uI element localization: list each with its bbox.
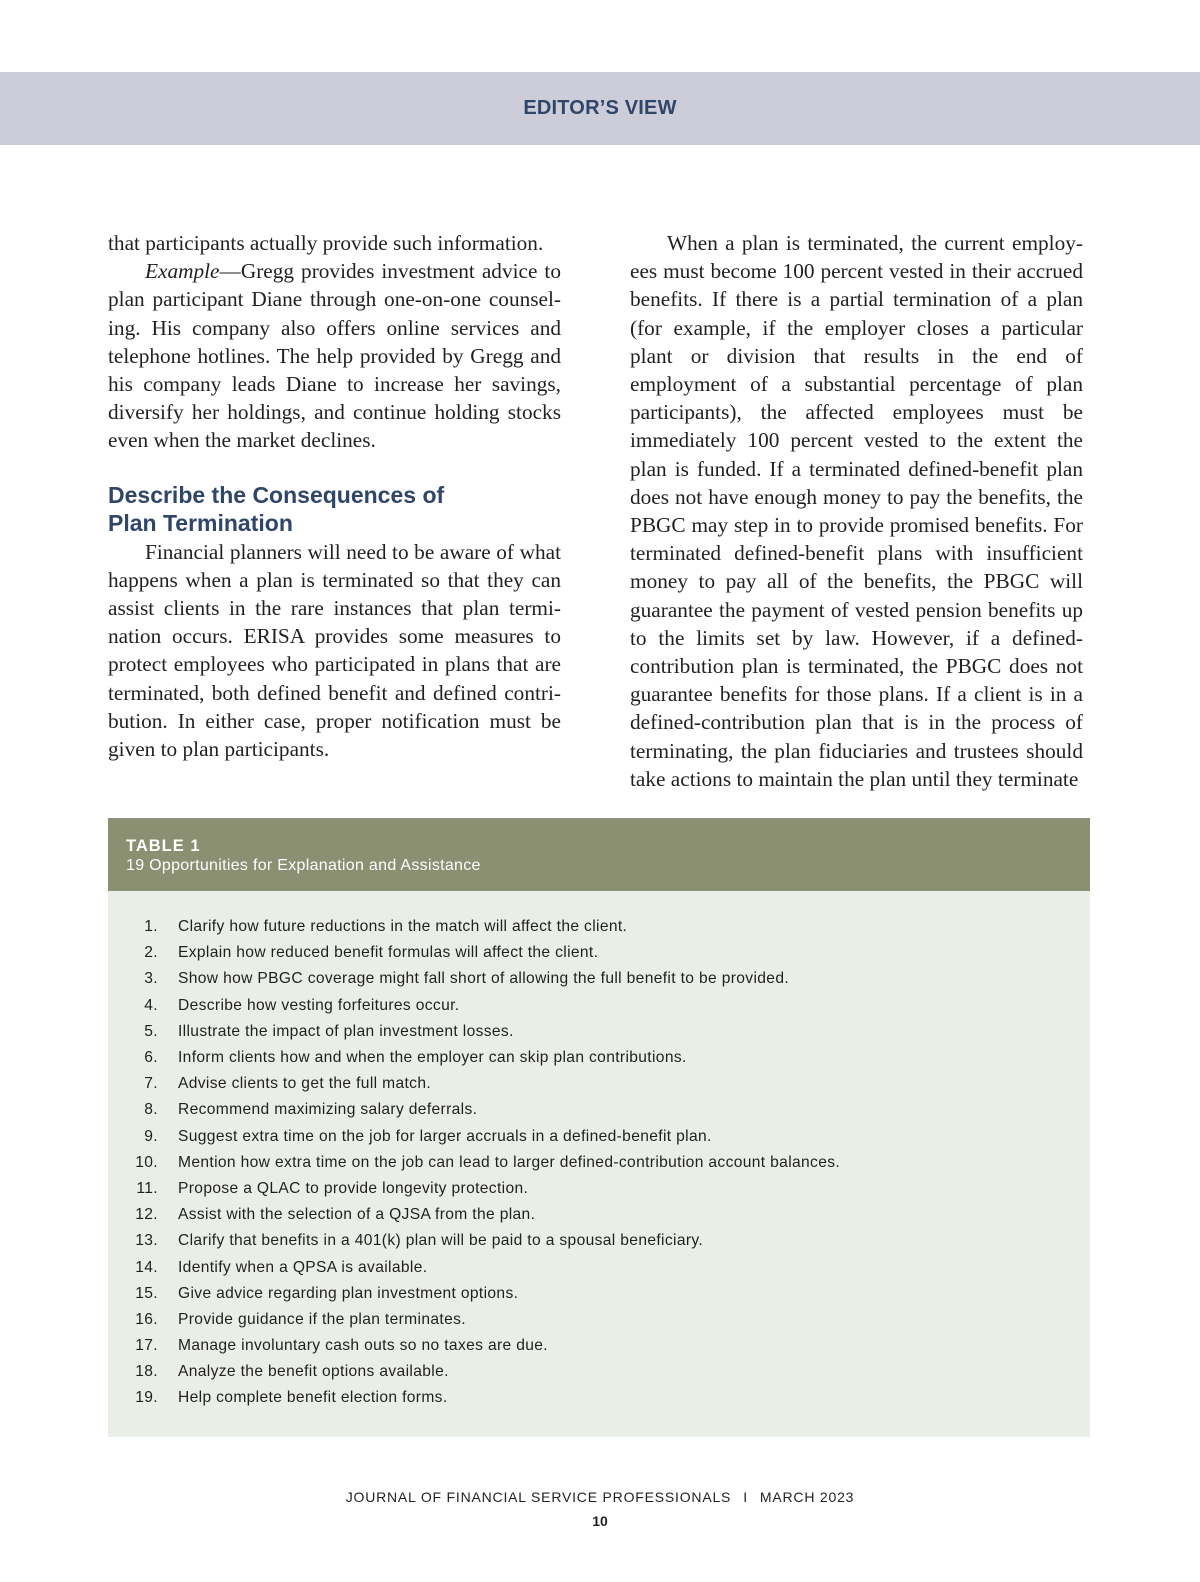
list-item bbox=[108, 1124, 1090, 1150]
opportunities-list bbox=[108, 891, 1090, 1412]
list-item-text: Identify when a QPSA is available. bbox=[178, 1258, 428, 1276]
issue-date: MARCH 2023 bbox=[759, 1489, 855, 1505]
list-item-number: 15. bbox=[135, 1284, 158, 1302]
section-header-band bbox=[0, 72, 1200, 145]
list-item-text: Describe how vesting forfeitures occur. bbox=[178, 996, 460, 1014]
list-item bbox=[108, 914, 1090, 940]
page-number: 10 bbox=[592, 1513, 608, 1529]
list-item-text: Clarify how future reductions in the match will affect the client. bbox=[178, 918, 628, 936]
list-item bbox=[108, 1359, 1090, 1385]
list-item-text: Give advice regarding plan investment options. bbox=[178, 1284, 519, 1302]
list-item-text: Advise clients to get the full match. bbox=[178, 1075, 432, 1093]
list-item-text: Help complete benefit election forms. bbox=[178, 1389, 448, 1407]
list-item bbox=[108, 1385, 1090, 1411]
left-column bbox=[108, 229, 561, 763]
list-item bbox=[108, 1097, 1090, 1123]
list-item-text: Suggest extra time on the job for larger accruals in a defined-benefit plan. bbox=[178, 1127, 712, 1145]
list-item-number: 17. bbox=[135, 1337, 158, 1355]
list-item-number: 12. bbox=[135, 1206, 158, 1224]
list-item-text: Manage involuntary cash outs so no taxes are due. bbox=[178, 1337, 548, 1355]
list-item-number: 14. bbox=[135, 1258, 158, 1276]
list-item-text: Mention how extra time on the job can lead to larger defined-contribution account balances. bbox=[178, 1153, 841, 1171]
list-item-text: Assist with the selection of a QJSA from the plan. bbox=[178, 1206, 536, 1224]
example-label: Example bbox=[145, 259, 220, 284]
list-item-number: 10. bbox=[135, 1153, 158, 1171]
table-label: TABLE 1 bbox=[126, 837, 201, 855]
list-item bbox=[108, 1202, 1090, 1228]
section-heading-line1: Describe the Consequences of bbox=[108, 481, 445, 508]
section-title: EDITOR’S VIEW bbox=[523, 97, 677, 119]
list-item bbox=[108, 1176, 1090, 1202]
list-item bbox=[108, 1228, 1090, 1254]
list-item bbox=[108, 1333, 1090, 1359]
footer-separator: I bbox=[743, 1489, 748, 1505]
list-item bbox=[108, 1254, 1090, 1280]
list-item-text: Illustrate the impact of plan investment losses. bbox=[178, 1022, 514, 1040]
list-item bbox=[108, 1071, 1090, 1097]
list-item-text: Inform clients how and when the employer can skip plan contributions. bbox=[178, 1049, 687, 1067]
list-item-text: Show how PBGC coverage might fall short of allowing the full benefit to be provided. bbox=[178, 970, 790, 988]
example-paragraph bbox=[108, 257, 561, 454]
section-heading-line2: Plan Termination bbox=[108, 510, 293, 537]
list-item-number: 19. bbox=[135, 1389, 158, 1407]
table-1 bbox=[108, 818, 1090, 1437]
list-item-text: Propose a QLAC to provide longevity protection. bbox=[178, 1179, 529, 1197]
body-paragraph: that participants actually provide such information. bbox=[108, 231, 544, 255]
list-item-number: 1. bbox=[144, 918, 158, 936]
table-header bbox=[108, 818, 1090, 891]
table-caption: 19 Opportunities for Explanation and Assistance bbox=[126, 857, 481, 874]
list-item-text: Explain how reduced benefit formulas will affect the client. bbox=[178, 944, 599, 962]
body-paragraph: When a plan is terminated, the current employees must become 100 percent vested in their accrued benefits. If there is a partial termination of a plan (for example, if the employer closes a particular plant or division that results in the end of employment of a substantial percentage of plan participants), the affected employees must be immediately 100 percent vested to the extent the plan is funded. If a terminated defined-benefit plan does not have enough money to pay the benefits, the PBGC may step in to provide promised benefits. For terminated defined-benefit plans with insufficient money to pay all of the benefits, the PBGC will guarantee the payment of vested pension benefits up to the limits set by law. However, if a defined-contribution plan is terminated, the PBGC does not guarantee benefits for those plans. If a client is in a defined-contribution plan that is in the process of terminating, the plan fiduciaries and trustees should take actions to maintain the plan until they terminate bbox=[630, 231, 1083, 791]
section-heading bbox=[108, 481, 561, 538]
page-footer bbox=[0, 1489, 1200, 1529]
list-item-number: 16. bbox=[135, 1310, 158, 1328]
footer-line bbox=[0, 1489, 1200, 1505]
list-item-number: 11. bbox=[136, 1179, 158, 1197]
list-item-text: Clarify that benefits in a 401(k) plan will be paid to a spousal beneficiary. bbox=[178, 1232, 704, 1250]
list-item bbox=[108, 993, 1090, 1019]
list-item-text: Recommend maximizing salary deferrals. bbox=[178, 1101, 478, 1119]
list-item bbox=[108, 1019, 1090, 1045]
list-item bbox=[108, 940, 1090, 966]
list-item-number: 3. bbox=[144, 970, 158, 988]
list-item-number: 7. bbox=[144, 1075, 158, 1093]
body-paragraph: Financial planners will need to be aware of what happens when a plan is terminated so that they can assist clients in the rare instances that plan termination occurs. ERISA provides some measures to protect employees who participated in plans that are terminated, both defined benefit and defined contribution. In either case, proper notification must be given to plan participants. bbox=[108, 539, 561, 762]
list-item-number: 4. bbox=[144, 996, 158, 1014]
list-item-number: 13. bbox=[135, 1232, 158, 1250]
list-item-number: 8. bbox=[144, 1101, 158, 1119]
list-item-text: Provide guidance if the plan terminates. bbox=[178, 1310, 466, 1328]
right-column bbox=[630, 229, 1083, 793]
list-item-number: 9. bbox=[144, 1127, 158, 1145]
example-text: —Gregg provides investment advice to plan participant Diane through one-on-one counseling. His company also offers online services and telephone hotlines. The help provided by Gregg and his company leads Diane to increase her savings, diversify her holdings, and continue holding stocks even when the market declines. bbox=[108, 259, 561, 453]
list-item-number: 5. bbox=[144, 1022, 158, 1040]
list-item bbox=[108, 1150, 1090, 1176]
list-item-number: 2. bbox=[144, 944, 158, 962]
list-item bbox=[108, 1307, 1090, 1333]
list-item-number: 6. bbox=[144, 1049, 158, 1067]
list-item bbox=[108, 1281, 1090, 1307]
list-item bbox=[108, 1045, 1090, 1071]
journal-name: JOURNAL OF FINANCIAL SERVICE PROFESSIONALS bbox=[345, 1489, 732, 1505]
list-item-number: 18. bbox=[135, 1363, 158, 1381]
list-item bbox=[108, 966, 1090, 992]
list-item-text: Analyze the benefit options available. bbox=[178, 1363, 449, 1381]
